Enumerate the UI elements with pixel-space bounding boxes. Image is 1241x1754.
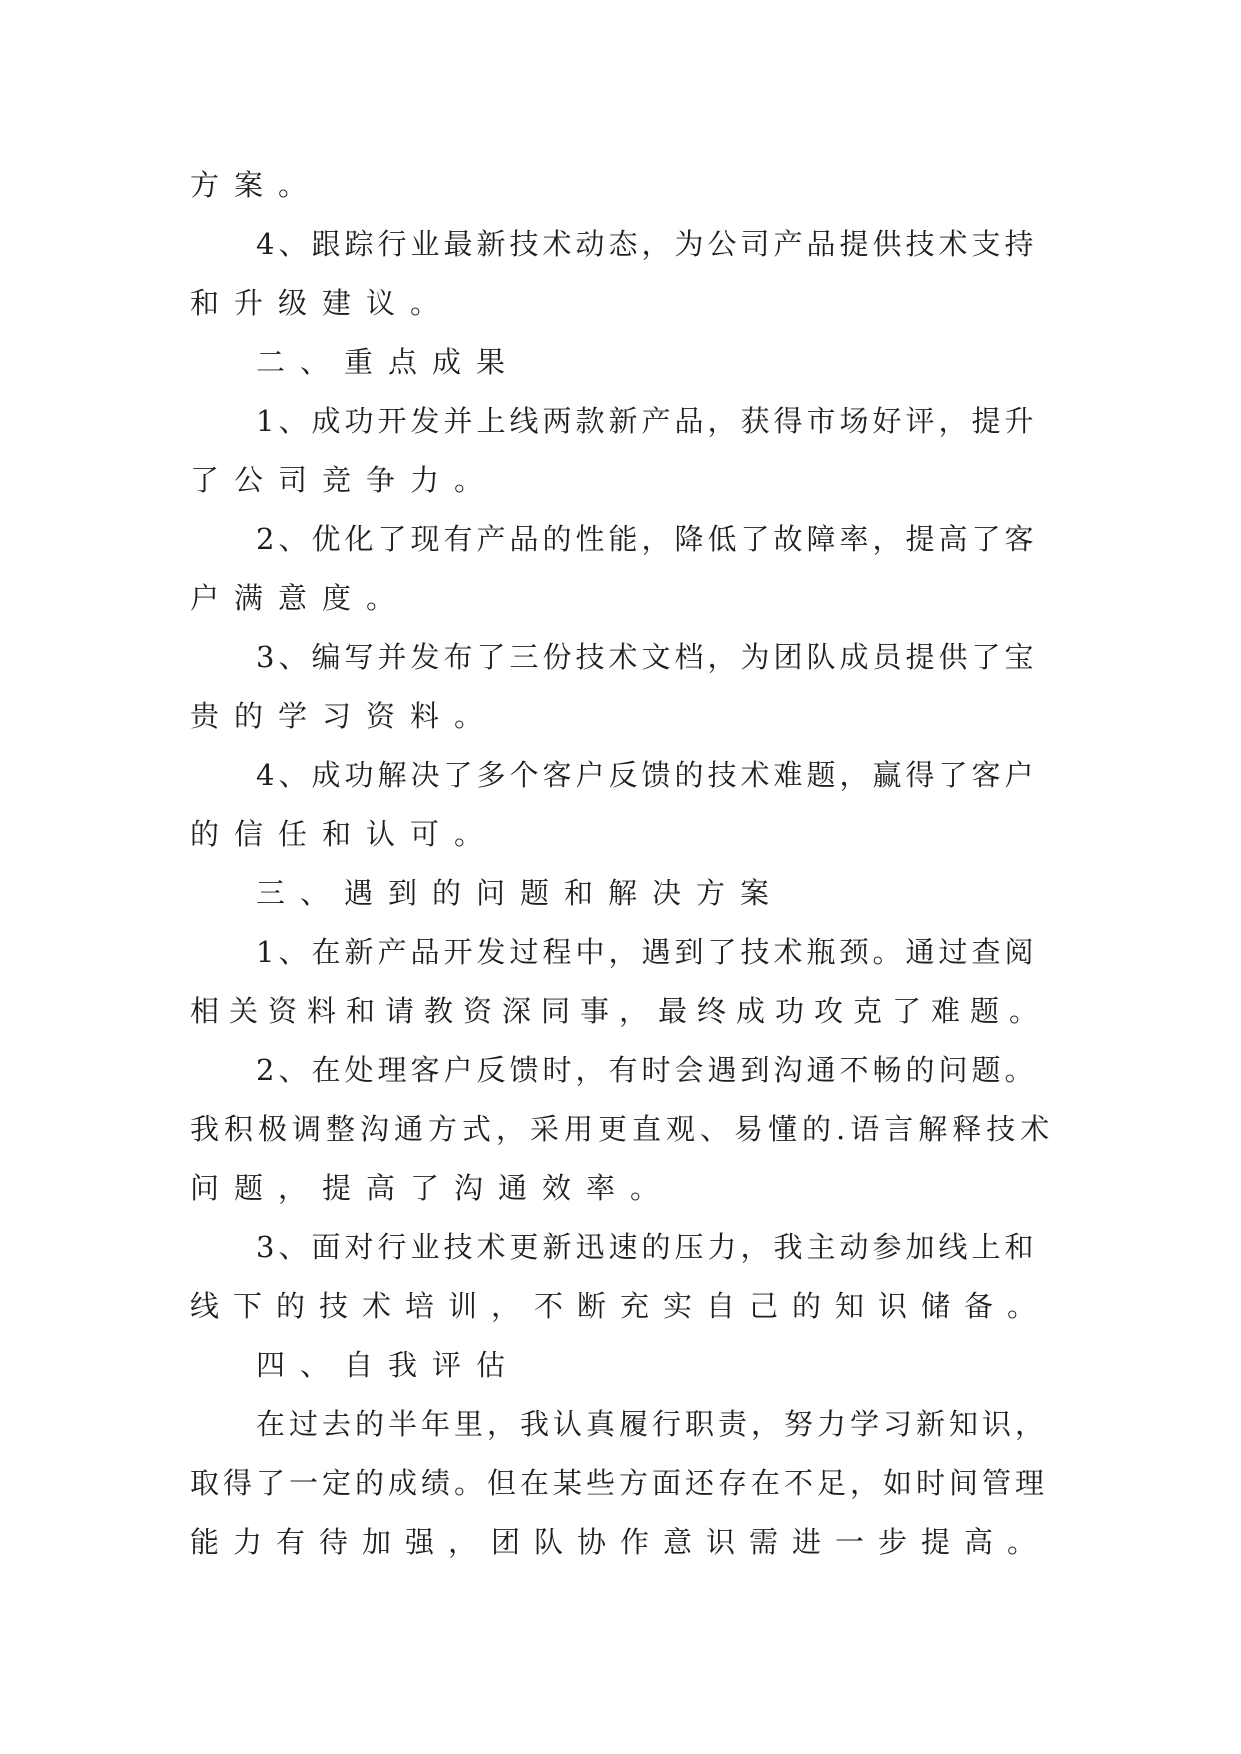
text-line: 方案。 [190,168,323,202]
text-line: 线下的技术培训，不断充实自己的知识储备。 [190,1289,1051,1323]
text-line: 1、成功开发并上线两款新产品，获得市场好评，提升 [256,404,1038,438]
text-line: 在过去的半年里，我认真履行职责，努力学习新知识， [256,1407,1049,1441]
text-line: 4、跟踪行业最新技术动态，为公司产品提供技术支持 [256,227,1038,261]
text-line: 我积极调整沟通方式，采用更直观、易懂的.语言解释技术 [190,1112,1055,1146]
text-line: 2、在处理客户反馈时，有时会遇到沟通不畅的问题。 [256,1053,1038,1087]
text-line: 了公司竞争力。 [190,463,499,497]
section-heading: 二、重点成果 [256,345,521,379]
text-line: 取得了一定的成绩。但在某些方面还存在不足，如时间管理 [190,1466,1049,1500]
text-line: 户满意度。 [190,581,411,615]
text-line: 贵的学习资料。 [190,699,499,733]
section-heading: 三、遇到的问题和解决方案 [256,876,785,910]
text-line: 1、在新产品开发过程中，遇到了技术瓶颈。通过查阅 [256,935,1038,969]
text-line: 问题，提高了沟通效率。 [190,1171,675,1205]
text-line: 能力有待加强，团队协作意识需进一步提高。 [190,1525,1051,1559]
text-line: 2、优化了现有产品的性能，降低了故障率，提高了客 [256,522,1038,556]
section-heading: 四、自我评估 [256,1348,521,1382]
text-line: 3、编写并发布了三份技术文档，为团队成员提供了宝 [256,640,1038,674]
text-line: 和升级建议。 [190,286,455,320]
text-line: 3、面对行业技术更新迅速的压力，我主动参加线上和 [256,1230,1038,1264]
text-line: 4、成功解决了多个客户反馈的技术难题，赢得了客户 [256,758,1038,792]
text-line: 相关资料和请教资深同事，最终成功攻克了难题。 [190,994,1049,1028]
text-line: 的信任和认可。 [190,817,499,851]
